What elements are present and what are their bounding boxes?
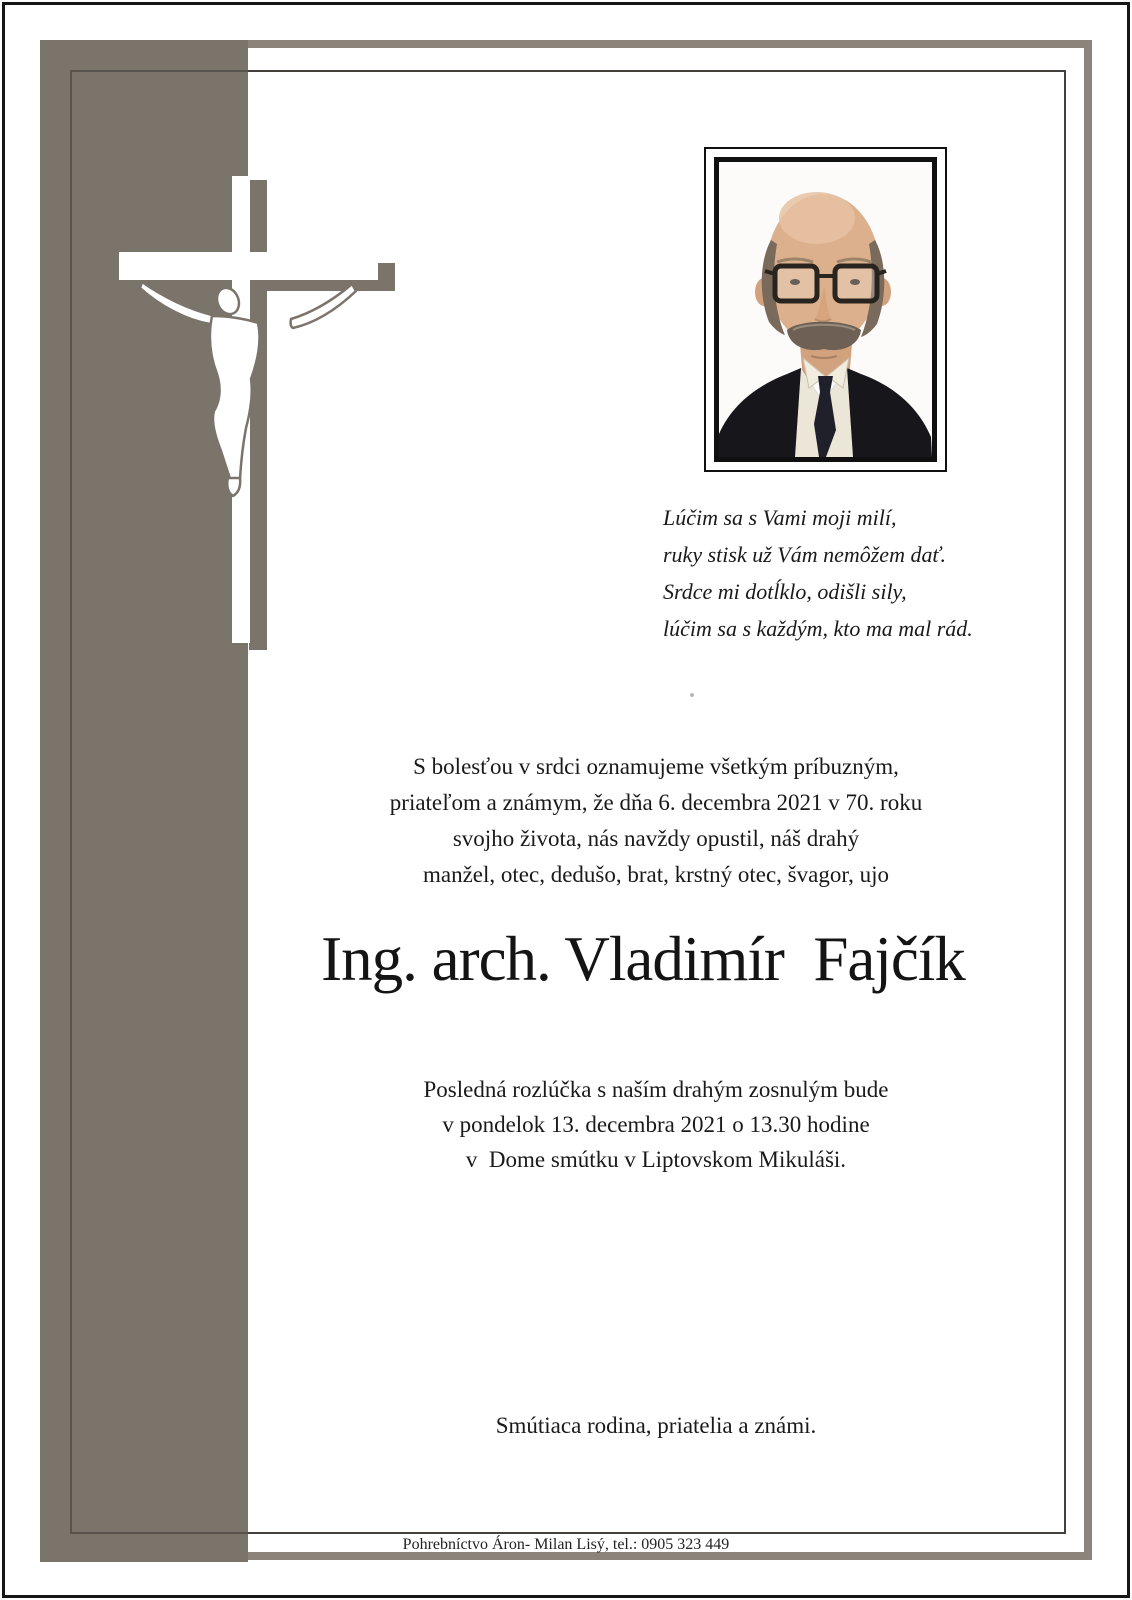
- poem-line: ruky stisk už Vám nemôžem dať.: [663, 542, 946, 567]
- poem-line: lúčim sa s každým, kto ma mal rád.: [663, 616, 973, 641]
- announcement-line: S bolesťou v srdci oznamujeme všetkým príbuzným,: [413, 754, 899, 779]
- portrait-photo-inner-frame: [714, 157, 937, 462]
- portrait-photo: [719, 162, 932, 457]
- funeral-home-footer: Pohrebníctvo Áron- Milan Lisý, tel.: 0905 323 449: [402, 1536, 730, 1553]
- funeral-details: [248, 1072, 1064, 1177]
- crucifix-icon: [100, 160, 420, 680]
- poem-line: Lúčim sa s Vami moji milí,: [663, 505, 897, 530]
- announcement-line: manžel, otec, dedušo, brat, krstný otec, švagor, ujo: [423, 862, 889, 887]
- announcement-line: svojho života, nás navždy opustil, náš drahý: [452, 826, 860, 851]
- funeral-line: v pondelok 13. decembra 2021 o 13.30 hodine: [442, 1112, 870, 1137]
- portrait-photo-frame: [704, 147, 947, 472]
- death-announcement: [248, 749, 1064, 893]
- print-speck: [690, 693, 694, 697]
- funeral-line: Posledná rozlúčka s naším drahým zosnulým bude: [423, 1077, 889, 1102]
- announcement-line: priateľom a známym, že dňa 6. decembra 2021 v 70. roku: [389, 790, 923, 815]
- memorial-poem: [663, 499, 1083, 647]
- closing-line: Smútiaca rodina, priatelia a známi.: [495, 1413, 817, 1438]
- poem-line: Srdce mi dotĺklo, odišli sily,: [663, 579, 907, 604]
- funeral-line: v Dome smútku v Liptovskom Mikuláši.: [465, 1147, 847, 1172]
- deceased-name: Ing. arch. Vladimír Fajčík: [321, 924, 965, 994]
